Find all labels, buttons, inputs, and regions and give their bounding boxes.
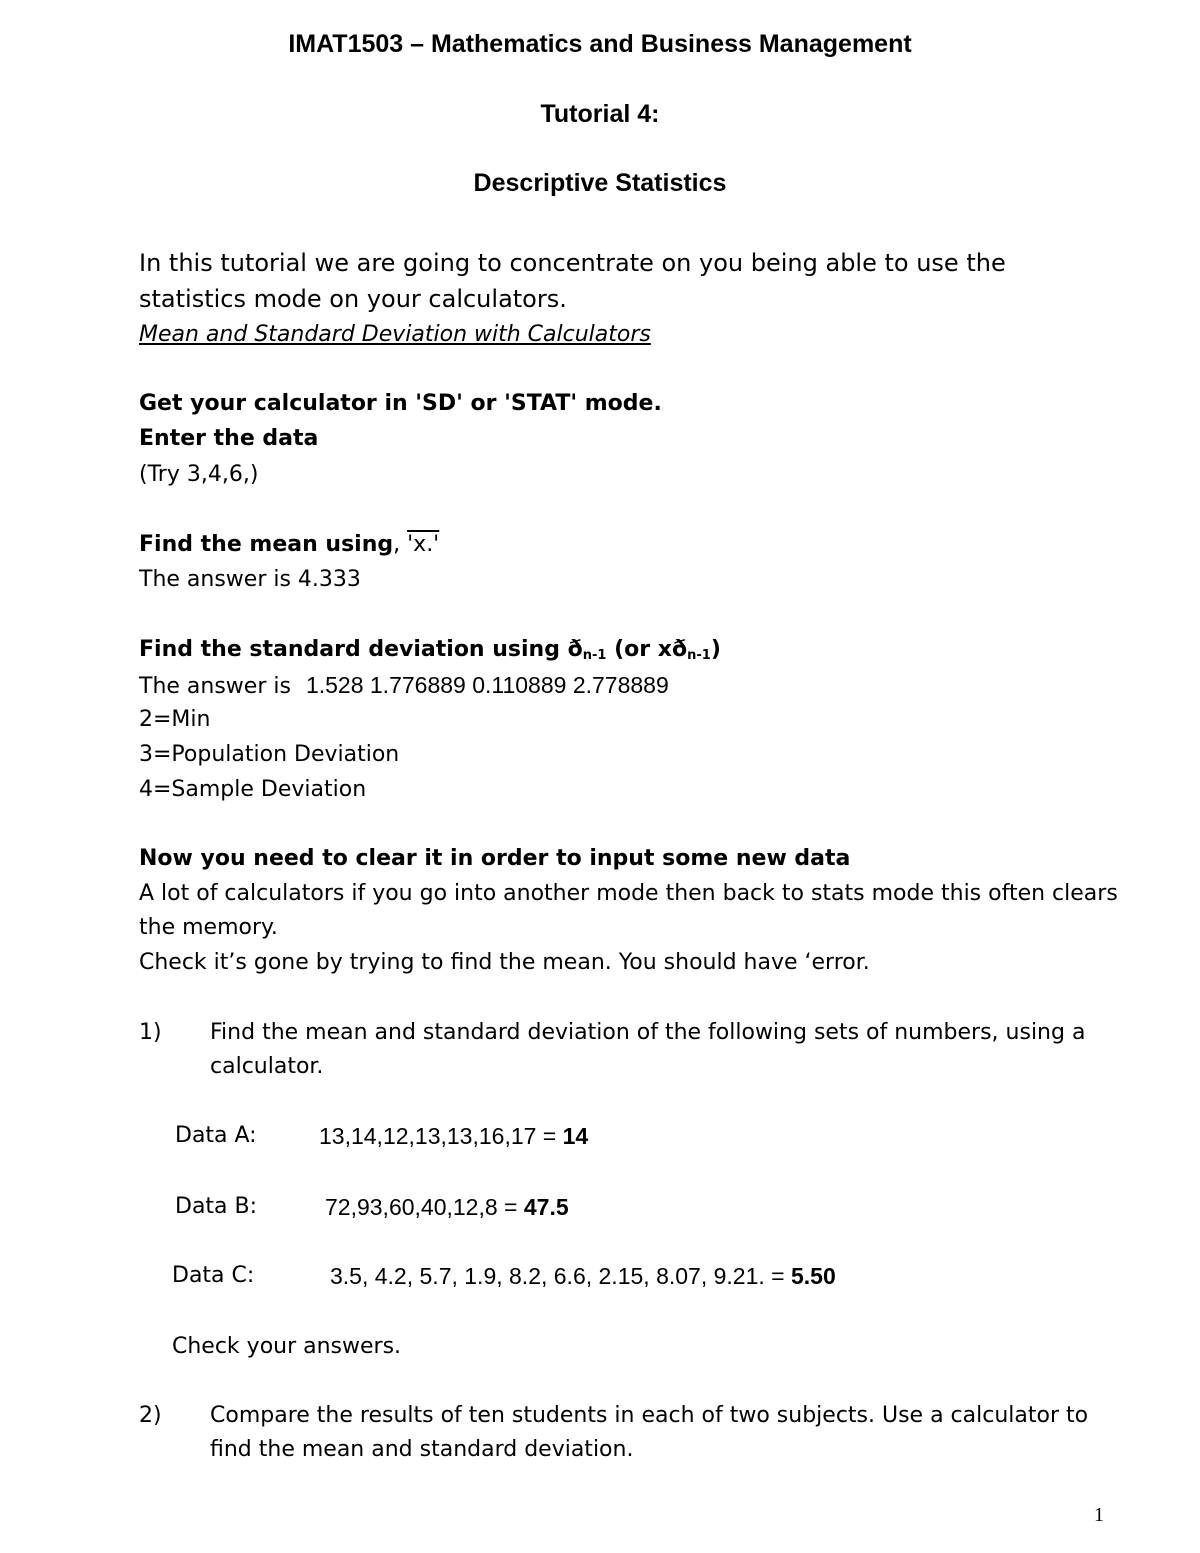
comma: , [393,532,408,557]
data-a-values [319,1121,588,1151]
data-b-answer: 47.5 [523,1194,569,1220]
intro-line-1: In this tutorial we are going to concentrate on you being able to use the [139,249,1006,277]
clear-line-3: Check it’s gone by trying to find the mean. You should have ‘error. [139,950,870,975]
tutorial-number: Tutorial 4: [540,100,660,128]
mean-answer: The answer is 4.333 [139,567,361,592]
page-number: 1 [1094,1504,1104,1526]
section-heading: Mean and Standard Deviation with Calculators [139,322,651,347]
step-enter-data: Enter the data [139,426,319,451]
course-title: IMAT1503 – Mathematics and Business Management [288,30,912,58]
data-a-numbers: 13,14,12,13,13,16,17 = [319,1123,563,1149]
intro-line-2: statistics mode on your calculators. [139,285,567,313]
sd-alt-subscript: n-1 [687,648,711,663]
step-find-sd [139,635,721,671]
data-a-answer: 14 [562,1123,589,1149]
question-2-line-2: find the mean and standard deviation. [210,1437,634,1462]
data-b-label: Data B: [175,1194,258,1219]
data-c-values [330,1261,836,1291]
key-4: 4=Sample Deviation [139,777,367,802]
clear-line-1: A lot of calculators if you go into another mode then back to stats mode this often clears [139,881,1118,906]
data-c-answer: 5.50 [790,1263,836,1289]
step-try-data: (Try 3,4,6,) [139,462,259,487]
key-3: 3=Population Deviation [139,742,400,767]
question-1-line-1: Find the mean and standard deviation of the following sets of numbers, using a [210,1020,1086,1045]
mean-instruction: Find the mean using [139,532,394,557]
sd-alt: (or xð [606,637,688,662]
sd-answer [139,670,669,702]
sd-answer-values: 1.528 1.776889 0.110889 2.778889 [305,672,669,698]
question-2-line-1: Compare the results of ten students in each of two subjects. Use a calculator to [210,1403,1089,1428]
data-c-label: Data C: [172,1263,255,1288]
sd-close: ) [710,637,721,662]
clear-line-2: the memory. [139,915,278,940]
check-answers: Check your answers. [172,1334,402,1359]
tutorial-topic: Descriptive Statistics [473,169,727,197]
question-2-number: 2) [139,1403,162,1428]
question-1-number: 1) [139,1020,162,1045]
clear-heading: Now you need to clear it in order to input some new data [139,846,851,871]
question-1-line-2: calculator. [210,1054,324,1079]
sd-answer-label: The answer is [139,674,291,699]
step-mode: Get your calculator in 'SD' or 'STAT' mode. [139,391,662,416]
mean-symbol: 'x.' [407,532,440,557]
sd-instruction: Find the standard deviation using ð [139,637,583,662]
data-a-label: Data A: [175,1123,257,1148]
sd-subscript: n-1 [582,648,607,663]
data-c-numbers: 3.5, 4.2, 5.7, 1.9, 8.2, 6.6, 2.15, 8.07, 9.21. = [330,1263,791,1289]
data-b-numbers: 72,93,60,40,12,8 = [325,1194,524,1220]
key-2: 2=Min [139,707,211,732]
data-b-values [325,1192,569,1222]
step-find-mean [139,530,439,560]
